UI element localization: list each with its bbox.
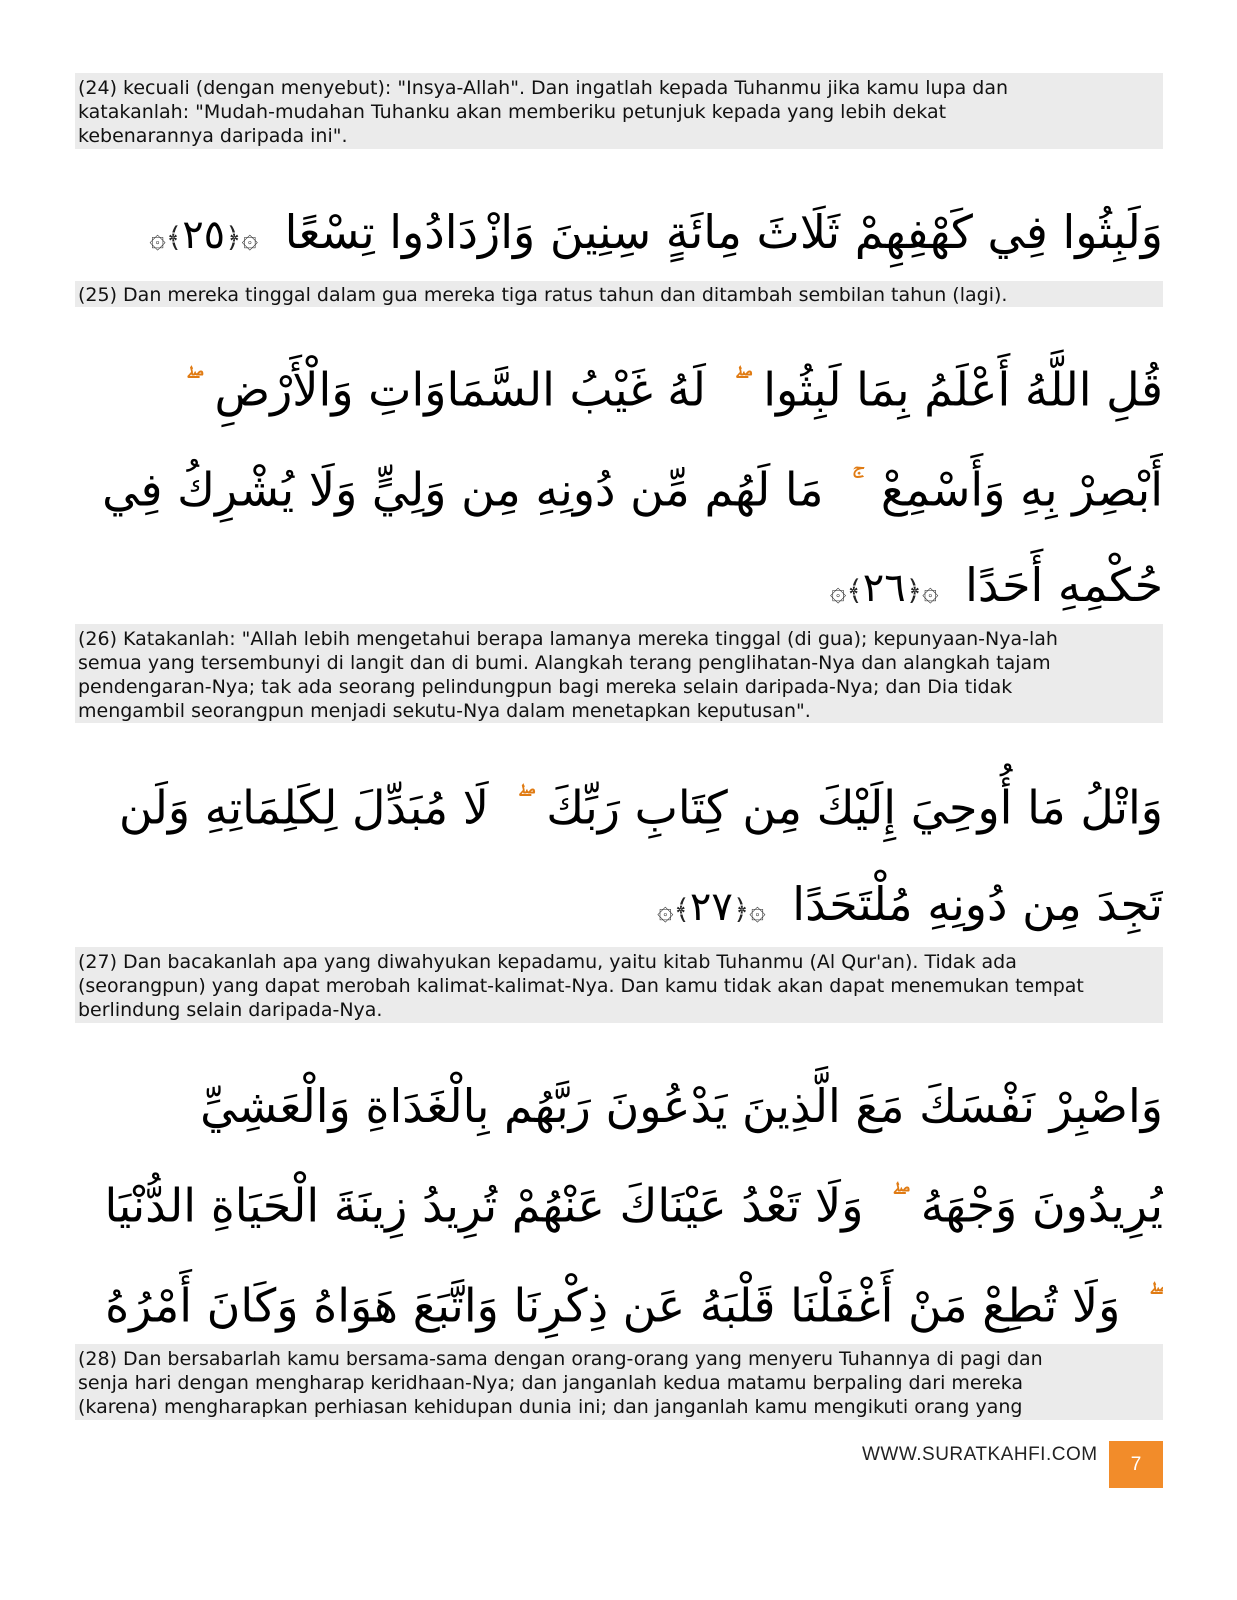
verse-text: قُلِ اللَّهُ أَعْلَمُ بِمَا لَبِثُوا [763, 362, 1163, 417]
ornament-icon: ۞﴿ [732, 892, 766, 926]
website-url: WWW.SURATKAHFI.COM [862, 1444, 1098, 1465]
ornament-icon: ۞﴿ [905, 574, 939, 607]
arabic-verse-26 [75, 338, 1163, 622]
translation-25: (25) Dan mereka tinggal dalam gua mereka tiga ratus tahun dan ditambah sembilan tahun (lagi). [75, 281, 1163, 307]
verse-text: أَبْصِرْ بِهِ وَأَسْمِعْ [880, 462, 1163, 516]
ayah-number-marker [149, 187, 258, 280]
ayah-number-marker [830, 540, 939, 622]
translation-28: (28) Dan bersabarlah kamu bersama-sama dengan orang-orang yang menyeru Tuhannya di pagi dan senja hari dengan mengharap keridhaan-Nya; dan janganlah kedua matamu berpaling dari mereka (karena) mengharapkan perhiasan kehidupan dunia ini; dan janganlah kamu mengikuti orang yang [75, 1344, 1163, 1420]
verse-text: مَا لَهُم مِّن دُونِهِ مِن وَلِيٍّ وَلَا يُشْرِكُ فِي حُكْمِهِ أَحَدًا [102, 462, 1163, 612]
verse-text: لَا مُبَدِّلَ لِكَلِمَاتِهِ وَلَن تَجِدَ مِن دُونِهِ مُلْتَحَدًا [118, 780, 1163, 931]
ayah-number-marker [657, 859, 766, 947]
verse-text: وَلَبِثُوا فِي كَهْفِهِمْ ثَلَاثَ مِائَةٍ سِنِينَ وَازْدَادُوا تِسْعًا [284, 205, 1163, 259]
arabic-verse-25 [75, 184, 1163, 280]
verse-text: وَلَا تَعْدُ عَيْنَاكَ عَنْهُمْ تُرِيدُ زِينَةَ الْحَيَاةِ الدُّنْيَا [104, 1178, 864, 1233]
arabic-verse-27 [75, 756, 1163, 946]
ayah-number: ٢٧ [689, 883, 733, 930]
verse-text: لَهُ غَيْبُ السَّمَاوَاتِ وَالْأَرْضِ [214, 362, 706, 417]
verse-text: وَاتْلُ مَا أُوحِيَ إِلَيْكَ مِن كِتَابِ رَبِّكَ [546, 780, 1163, 835]
ayah-number: ٢٥ [182, 212, 226, 258]
translation-26: (26) Katakanlah: "Allah lebih mengetahui berapa lamanya mereka tinggal (di gua); kepunyaan-Nya-lah semua yang tersembunyi di langit dan di bumi. Alangkah terang penglihatan-Nya dan alangkah tajam pendengaran-Nya; tak ada seorang pelindungpun bagi mereka selain daripada-Nya; dan Dia tidak mengambil seorangpun menjadi sekutu-Nya dalam menetapkan keputusan". [75, 624, 1163, 723]
arabic-verse-28 [75, 1058, 1163, 1342]
page-number-badge: 7 [1109, 1441, 1163, 1488]
ornament-icon: ﴾۞ [657, 892, 690, 926]
translation-24: (24) kecuali (dengan menyebut): "Insya-Allah". Dan ingatlah kepada Tuhanmu jika kamu lupa dan katakanlah: "Mudah-mudahan Tuhanku akan memberiku petunjuk kepada yang lebih dekat kebenarannya daripada ini". [75, 73, 1163, 149]
translation-27: (27) Dan bacakanlah apa yang diwahyukan kepadamu, yaitu kitab Tuhanmu (Al Qur'an). Tidak ada (seorangpun) yang dapat merobah kalimat-kalimat-Nya. Dan kamu tidak akan dapat menemukan tempat berlindung selain daripada-Nya. [75, 947, 1163, 1023]
ayah-number: ٢٦ [862, 565, 906, 611]
ornament-icon: ﴾۞ [149, 221, 183, 254]
ornament-icon: ۞﴿ [225, 221, 258, 254]
ornament-icon: ﴾۞ [829, 574, 863, 607]
verse-text: وَاصْبِرْ نَفْسَكَ مَعَ الَّذِينَ يَدْعُونَ رَبَّهُم بِالْغَدَاةِ وَالْعَشِيِّ يُرِيدُونَ وَجْهَهُ [200, 1079, 1163, 1233]
verse-text: وَلَا تُطِعْ مَنْ أَغْفَلْنَا قَلْبَهُ عَن ذِكْرِنَا وَاتَّبَعَ هَوَاهُ وَكَانَ أَمْرُهُ [105, 1278, 1121, 1332]
